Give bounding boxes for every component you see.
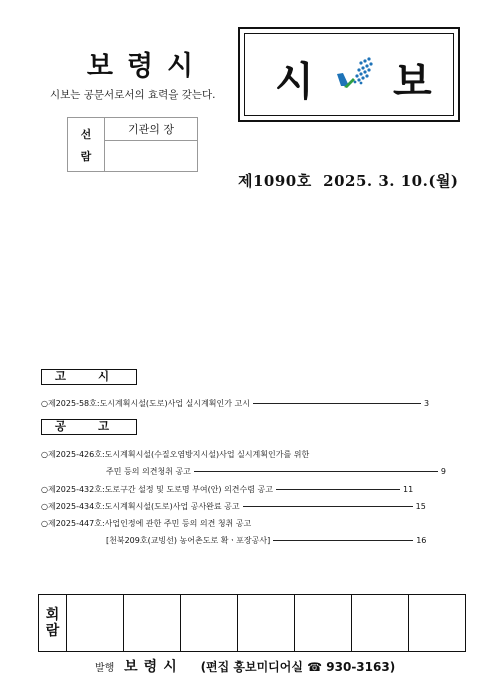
subtitle: 시보는 공문서로서의 효력을 갖는다. bbox=[50, 89, 216, 101]
masthead-right-char: 보 bbox=[393, 59, 432, 105]
issue-number-date: 제1090호 2025. 3. 10.(월) bbox=[238, 172, 459, 190]
circulation-cell bbox=[352, 595, 409, 652]
toc-entry[interactable]: ○제2025-434호:도시계획시설(도로)사업 공사완료 공고 15 bbox=[41, 502, 426, 511]
leader-line bbox=[194, 471, 438, 472]
footer bbox=[95, 656, 395, 676]
review-side-label: 선 람 bbox=[68, 118, 105, 172]
toc-entry[interactable]: ○제2025-426호:도시계획시설(수질오염방지시설)사업 실시계획인가를 위한 bbox=[41, 450, 310, 459]
section-notice-title: 고 시 bbox=[41, 369, 137, 385]
circulation-cell bbox=[181, 595, 238, 652]
leader-line bbox=[276, 489, 400, 490]
editor-contact: (편집 홍보미디어실 ☎ 930-3163) bbox=[200, 660, 396, 674]
publisher-name: 보령시 bbox=[124, 659, 183, 675]
leader-line bbox=[273, 540, 413, 541]
masthead-inner-border bbox=[244, 33, 454, 116]
toc-entry-continued[interactable]: [천북209호(교빙선) 농어촌도로 확ㆍ포장공사] 16 bbox=[106, 536, 427, 545]
city-logo-icon bbox=[335, 56, 375, 90]
masthead-left-char: 시 bbox=[275, 59, 314, 105]
circulation-cell bbox=[67, 595, 124, 652]
publish-label: 발행 bbox=[95, 663, 115, 674]
circulation-cell bbox=[409, 595, 466, 652]
toc-entry[interactable]: ○제2025-58호:도시계획시설(도로)사업 실시계획인가 고시 3 bbox=[41, 399, 430, 408]
circulation-grid bbox=[38, 594, 466, 652]
circulation-label: 회 람 bbox=[39, 595, 67, 652]
review-sign-cell bbox=[105, 141, 198, 172]
review-box bbox=[67, 117, 198, 172]
section-announcement-title: 공 고 bbox=[41, 419, 137, 435]
toc-entry[interactable]: ○제2025-432호:도로구간 설정 및 도로명 부여(안) 의견수렴 공고 11 bbox=[41, 485, 414, 494]
circulation-cell bbox=[295, 595, 352, 652]
masthead bbox=[238, 27, 460, 122]
toc-entry-continued[interactable]: 주민 등의 의견청취 공고 9 bbox=[106, 467, 447, 476]
leader-line bbox=[253, 403, 421, 404]
circulation-cell bbox=[124, 595, 181, 652]
leader-line bbox=[243, 506, 413, 507]
circulation-cell bbox=[238, 595, 295, 652]
toc-entry[interactable]: ○제2025-447호:사업인정에 관한 주민 등의 의견 청취 공고 bbox=[41, 519, 252, 528]
review-head-label: 기관의 장 bbox=[105, 118, 198, 141]
city-name: 보령시 bbox=[86, 51, 208, 82]
